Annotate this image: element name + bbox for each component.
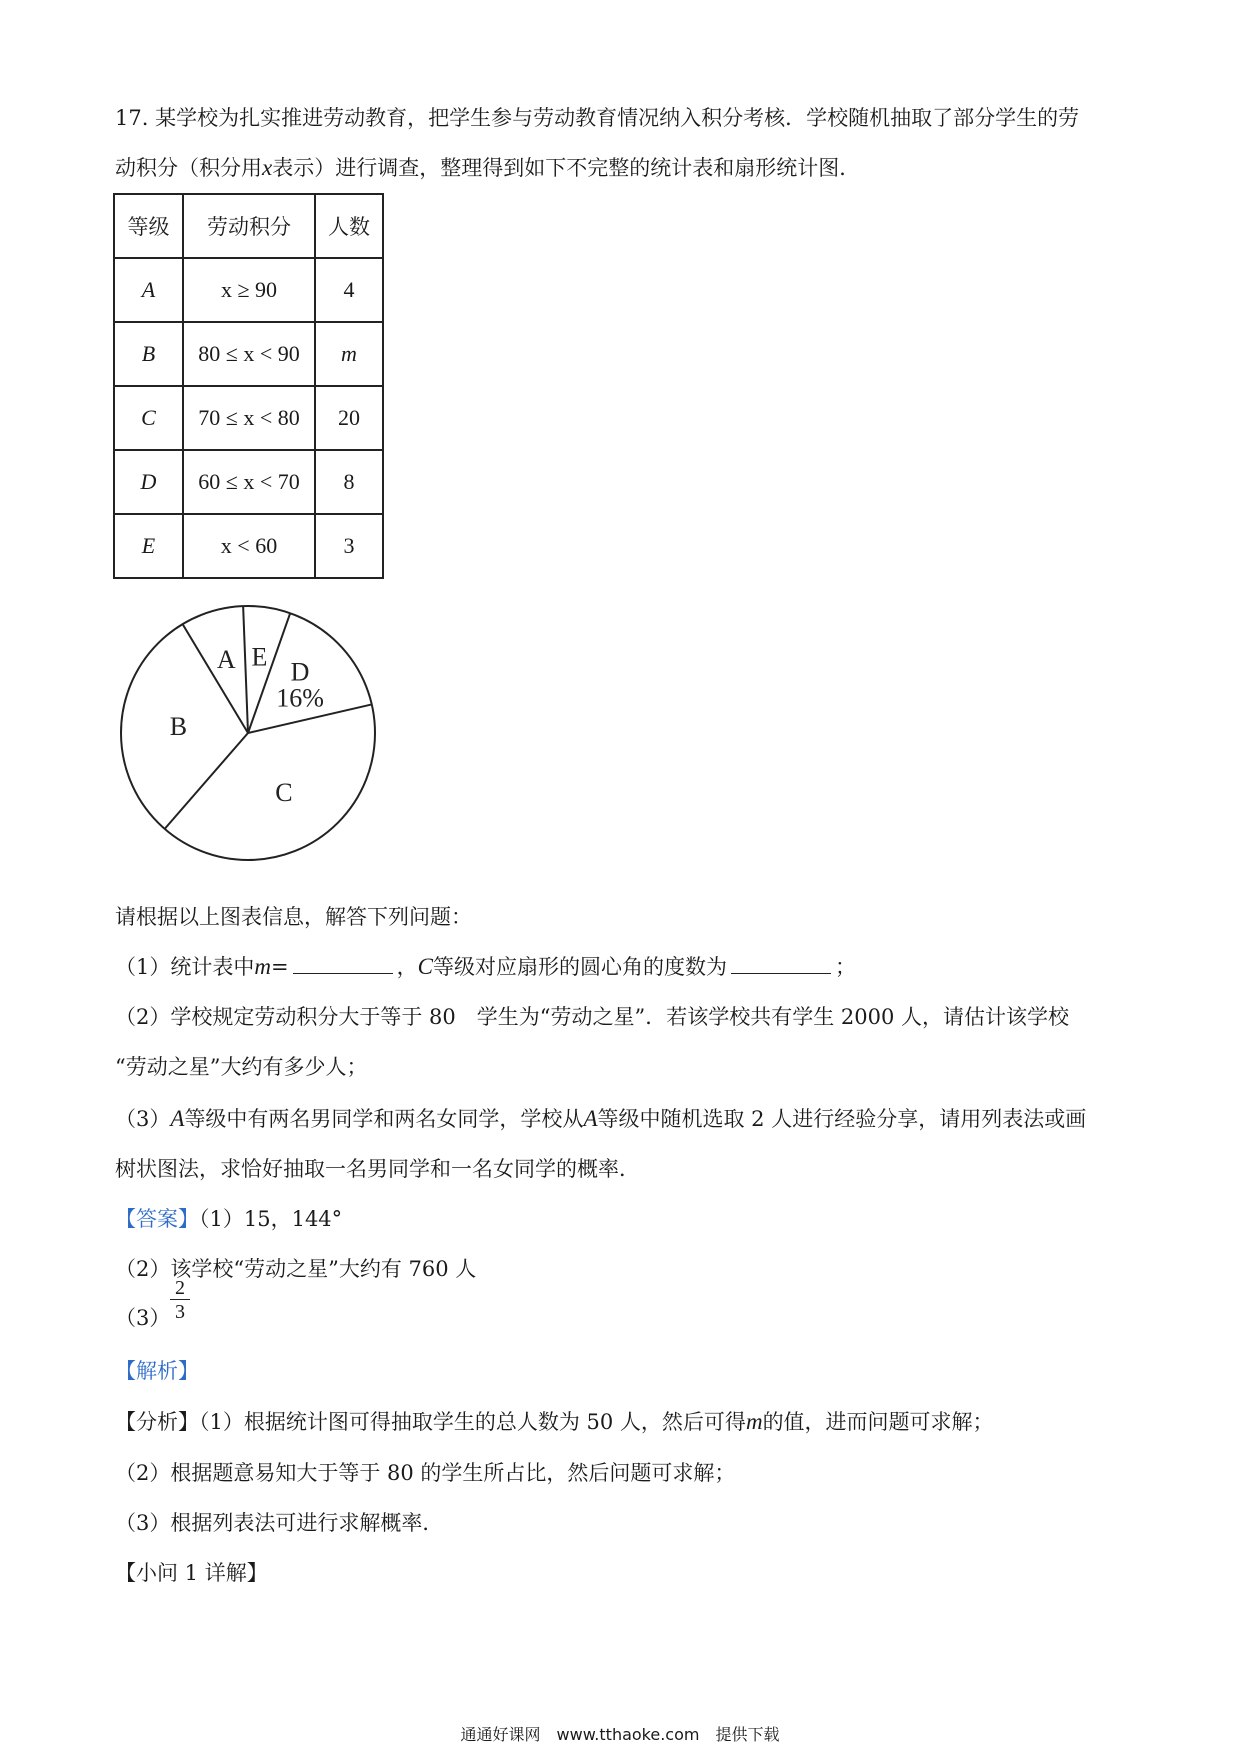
q1-comma: ， [396,955,418,979]
answer-blank-2[interactable] [731,951,831,974]
pie-slice-label: D [290,657,310,687]
question-2-line-1: （2）学校规定劳动积分大于等于 80 学生为“劳动之星”．若该学校共有学生 2000 人，请估计该学校 [115,1005,1070,1029]
score-table [113,193,384,579]
sub-question-1-heading: 【小问 1 详解】 [115,1561,268,1585]
question-3-line-1 [115,1104,1086,1134]
table-row [114,386,383,450]
range-cell: 60 ≤ x < 70 [183,450,315,514]
pie-slice-label: E [251,642,268,672]
answer-3-fraction [170,1277,190,1324]
grade-cell: E [141,533,156,558]
table-row [114,514,383,578]
q3-text-c: 等级中随机选取 2 人进行经验分享，请用列表法或画 [597,1107,1087,1131]
grade-cell: A [141,277,156,302]
pie-slice-label: A [216,644,236,674]
header-grade: 等级 [114,194,183,258]
range-cell: x ≥ 90 [183,258,315,322]
answer-3-prefix: （3） [115,1306,171,1330]
range-cell: 70 ≤ x < 80 [183,386,315,450]
analysis-intro-a: （1）根据统计图可得抽取学生的总人数为 50 人，然后可得 [199,1410,746,1434]
var-c: C [417,954,433,979]
var-a: A [170,1106,185,1131]
grade-cell: D [140,469,157,494]
analysis-intro [115,1407,994,1437]
pie-slice-label: C [275,777,293,807]
header-count: 人数 [315,194,383,258]
table-row [114,450,383,514]
question-3-line-2: 树状图法，求恰好抽取一名男同学和一名女同学的概率． [115,1157,640,1181]
fraction-numerator: 2 [175,1277,185,1299]
fraction-denominator: 3 [175,1301,185,1323]
answer-blank-1[interactable] [293,951,393,974]
question-1 [115,951,856,982]
range-cell: 80 ≤ x < 90 [183,322,315,386]
grade-cell: C [141,405,156,430]
analysis-point-3: （3）根据列表法可进行求解概率． [115,1511,444,1535]
question-line-1: 17. 某学校为扎实推进劳动教育，把学生参与劳动教育情况纳入积分考核．学校随机抽取了部分学生的劳 [115,106,1080,130]
q1-equals: = [271,955,289,979]
q3-text-b: 等级中有两名男同学和两名女同学，学校从 [184,1107,584,1131]
count-cell: 4 [315,258,383,322]
grade-cell: B [141,341,156,366]
q1-text-a: （1）统计表中 [115,955,255,979]
count-cell: 3 [315,514,383,578]
pie-chart [115,602,385,872]
pie-slice-annotation: 16% [276,683,324,713]
answer-1: （1）15，144° [199,1207,343,1231]
q1-text-d: 等级对应扇形的圆心角的度数为 [432,955,727,979]
q1-semicolon: ； [834,955,856,979]
footer-text: 通通好课网 www.tthaoke.com 提供下载 [460,1725,780,1744]
count-cell: 8 [315,450,383,514]
analysis-point-2: （2）根据题意易知大于等于 80 的学生所占比，然后问题可求解； [115,1461,736,1485]
answer-line-1 [115,1204,342,1234]
table-row [114,322,383,386]
var-m: m [745,1409,763,1434]
table-header-row [114,194,383,258]
analysis-intro-tag: 【分析】 [115,1410,199,1434]
range-cell: x < 60 [183,514,315,578]
question-line-2 [115,153,860,183]
pie-slice-label: B [169,711,188,741]
q3-text-a: （3） [115,1107,171,1131]
table-row [114,258,383,322]
question-line-2-b: 表示）进行调查，整理得到如下不完整的统计表和扇形统计图． [272,156,861,180]
answer-tag: 【答案】 [115,1207,199,1231]
var-x: x [262,155,273,180]
count-cell: 20 [315,386,383,450]
var-a: A [583,1106,598,1131]
var-m: m [254,954,271,979]
header-score: 劳动积分 [183,194,315,258]
prompt-text: 请根据以上图表信息，解答下列问题： [115,905,472,929]
count-cell: m [341,341,357,366]
question-2-line-2: “劳动之星”大约有多少人； [115,1055,368,1079]
analysis-tag: 【解析】 [115,1359,199,1383]
analysis-intro-b: 的值，进而问题可求解； [762,1410,994,1434]
answer-2: （2）该学校“劳动之星”大约有 760 人 [115,1257,477,1281]
question-line-2-a: 动积分（积分用 [115,156,262,180]
